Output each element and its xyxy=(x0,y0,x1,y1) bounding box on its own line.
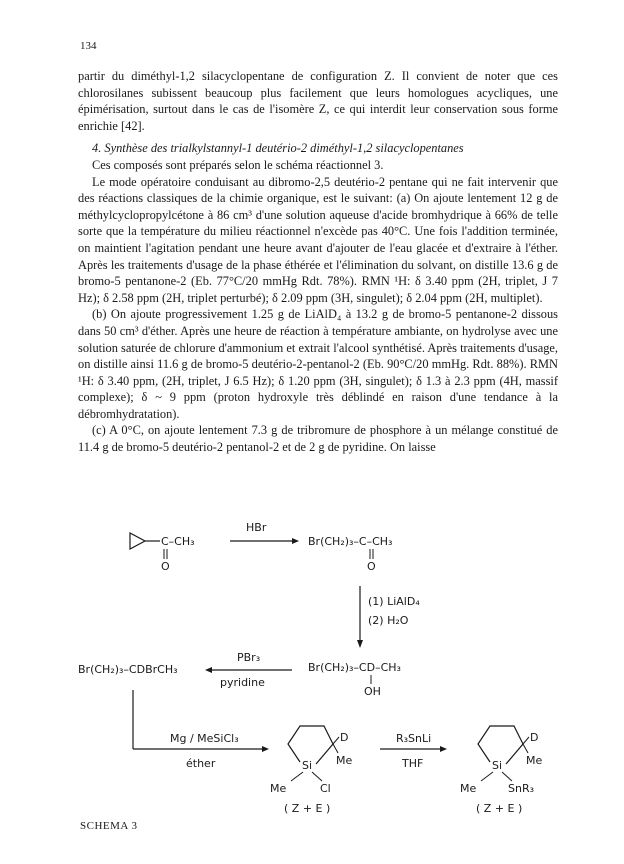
paragraph-5: (c) A 0°C, on ajoute lentement 7.3 g de tribromure de phosphore à un mélange constitué de 11.4 g de bromo-5 deutério-2 pentanol-2 et de 2 g de pyridine. On laisse xyxy=(78,423,558,455)
bond xyxy=(333,737,339,744)
section-heading: 4. Synthèse des trialkylstannyl-1 deutério-2 diméthyl-1,2 silacyclopentanes xyxy=(92,141,464,156)
trialkylstannyl-label: SnR₃ xyxy=(508,782,535,795)
bond xyxy=(481,772,493,781)
bromoketone-oxygen: O xyxy=(367,560,376,573)
bond xyxy=(333,744,338,753)
reagent-stannyllithium: R₃SnLi xyxy=(396,732,432,745)
alcohol-hydroxyl: OH xyxy=(364,685,381,698)
deuterium-label: D xyxy=(530,731,539,744)
isomer-label: ( Z + E ) xyxy=(284,802,331,815)
step-1: (1) LiAlD₄ xyxy=(368,595,420,608)
methyl-label: Me xyxy=(336,754,353,767)
cyclopropane-ring xyxy=(130,533,145,549)
paragraph-1: partir du diméthyl-1,2 silacyclopentane de configuration Z. Il convient de noter que ces chlorosilanes subissent beaucoup plus facilement que leurs homologues acycliques, une épimérisation, surtout dans le cas de l'isomère Z, ce qui interdit leur conservation sous forme enrichie [42]. xyxy=(78,69,558,133)
paragraph-3: Le mode opératoire conduisant au dibromo-2,5 deutério-2 pentane qui ne fait intervenir que des réactions classiques de la chimie organique, est le suivant: (a) On ajoute lentement 12 g de méthylcyclopropylcétone à 86 cm³ d'une solution aqueuse d'acide bromhydrique à 66% de telle sorte que la température du milieu réactionnel n'excède pas 40°C. Une fois l'addition terminée, on maintient l'agitation pendant une heure avant d'ajouter de l'eau glacée et d'extraire à l'éther. Après les traitements d'usage de la phase éthérée et l'élimination du solvant, on distille 13.6 g de bromo-5 pentanone-2 (Eb. 77°C/20 mmHg Rdt. 78%). RMN ¹H: δ 3.40 ppm (2H, triplet, J 7 Hz); δ 2.58 ppm (2H, triplet perturbé); δ 2.09 ppm (3H, singulet); δ 2.04 ppm (2H, multiplet). xyxy=(78,174,558,305)
reagent-grignard: Mg / MeSiCl₃ xyxy=(170,732,239,745)
deuterium-label: D xyxy=(340,731,349,744)
arrowhead xyxy=(357,640,363,648)
arrowhead xyxy=(205,667,212,673)
bond xyxy=(502,772,512,781)
stannylsilacyclopentane xyxy=(460,726,542,815)
silicon-atom: Si xyxy=(492,759,503,772)
bond xyxy=(523,737,529,744)
cyclopropyl-ketone xyxy=(130,533,195,573)
methyl-label: Me xyxy=(270,782,287,795)
bromo-alcohol: Br(CH₂)₃–CD–CH₃ xyxy=(308,661,401,674)
chloro-label: Cl xyxy=(320,782,331,795)
paragraph-2: Ces composés sont préparés selon le schéma réactionnel 3. xyxy=(92,157,384,172)
bond xyxy=(523,744,528,753)
arrowhead xyxy=(292,538,299,544)
methyl-label: Me xyxy=(526,754,543,767)
silicon-atom: Si xyxy=(302,759,313,772)
ketone-fragment: C–CH₃ xyxy=(161,535,195,548)
solvent-ether: éther xyxy=(186,757,216,770)
methyl-label: Me xyxy=(460,782,477,795)
page-number: 134 xyxy=(80,40,97,52)
dibromide: Br(CH₂)₃–CDBrCH₃ xyxy=(78,663,178,676)
arrowhead xyxy=(440,746,447,752)
arrowhead xyxy=(262,746,269,752)
scheme-caption: SCHEMA 3 xyxy=(80,820,138,832)
paragraph-4: (b) On ajoute progressivement 1.25 g de LiAlD₄ à 13.2 g de bromo-5 pentanone-2 dissous dans 50 cm³ d'éther. Après une heure de réaction à température ambiante, on hydrolyse avec une solution saturée de chlorure d'ammonium et extrait l'alcool synthétisé. Après traitements d'usage, on distille ainsi 11.6 g de bromo-5 deutério-2-pentanol-2 (Eb. 90°C/20 mmHg. Rdt. 88%). RMN ¹H: δ 3.40 ppm, (2H, triplet, J 6.5 Hz); δ 1.20 ppm (3H, singulet); δ 1.3 à 2.3 ppm (4H, massif complexe); δ ~ 9 ppm (proton hydroxyle très déblindé en raison d'une tendance à la débromhydratation). xyxy=(78,307,558,421)
bond xyxy=(291,772,303,781)
reagent-hbr: HBr xyxy=(246,521,267,534)
chlorosilacyclopentane xyxy=(270,726,352,815)
reagent-pbr3: PBr₃ xyxy=(237,651,261,664)
bromoketone: Br(CH₂)₃–C–CH₃ xyxy=(308,535,393,548)
reagent-pyridine: pyridine xyxy=(220,676,265,689)
ketone-oxygen: O xyxy=(161,560,170,573)
solvent-thf: THF xyxy=(402,757,424,770)
step-2: (2) H₂O xyxy=(368,614,409,627)
bond xyxy=(312,772,322,781)
isomer-label: ( Z + E ) xyxy=(476,802,523,815)
